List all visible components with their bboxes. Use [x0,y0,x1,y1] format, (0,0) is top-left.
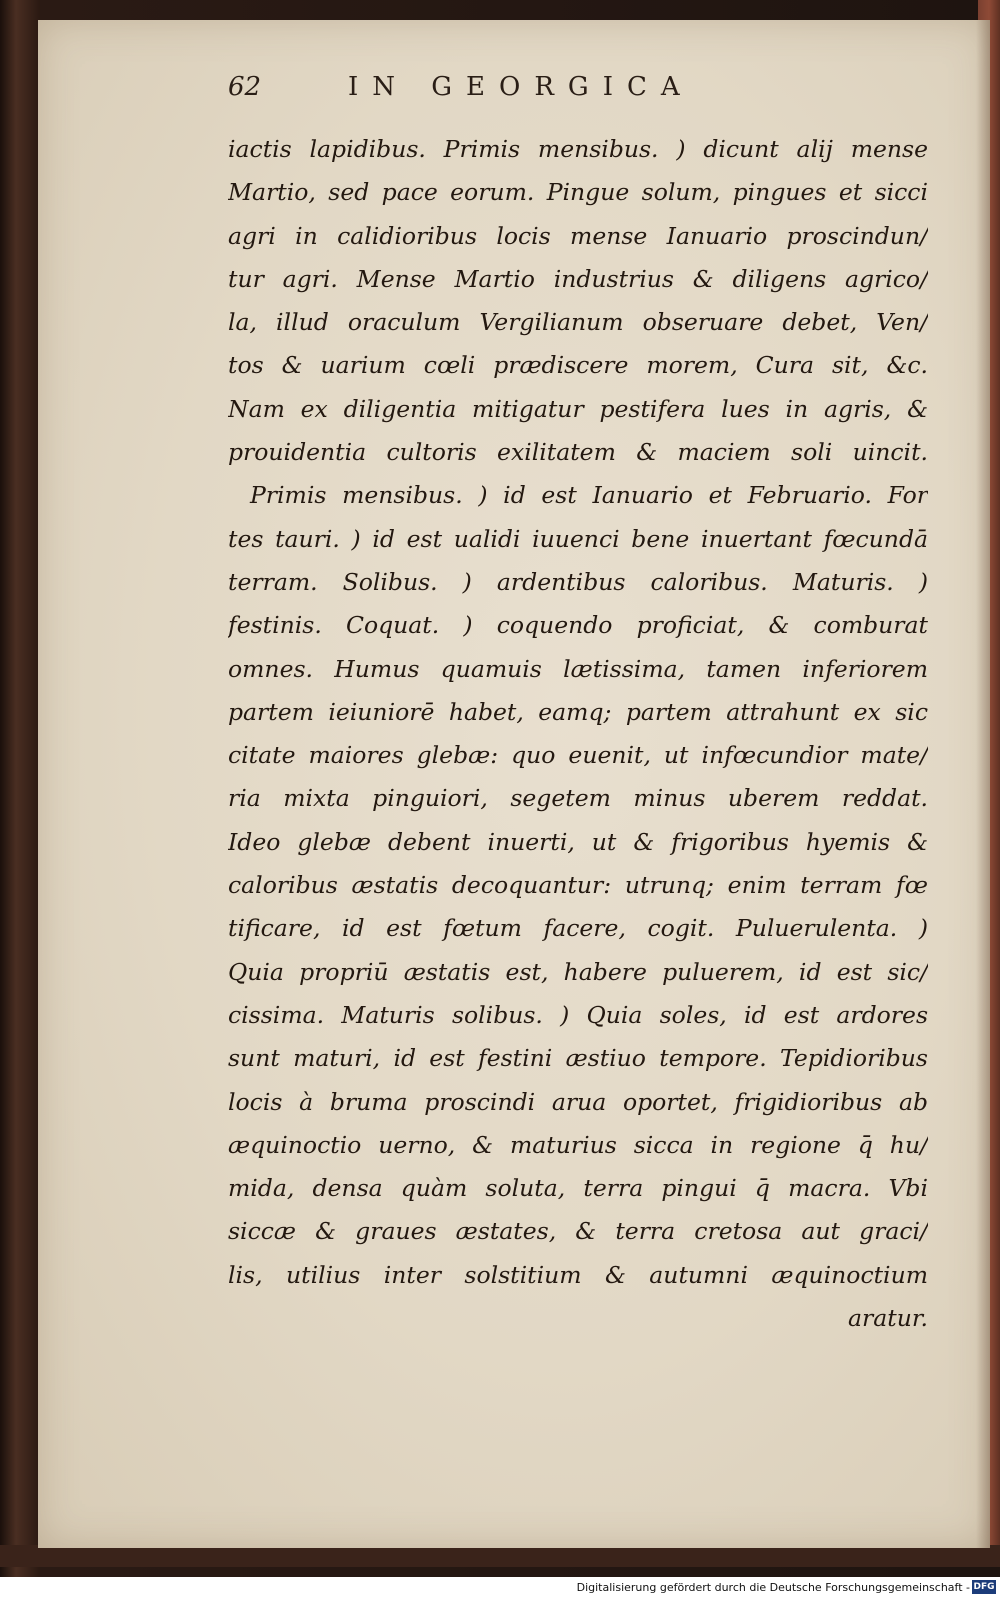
text-line: Ideo glebæ debent inuerti, ut & frigoribus hyemis & [228,827,928,856]
text-line: tes tauri. ) id est ualidi iuuenci bene inuertant fœcundā [228,524,928,553]
text-line: Quia propriū æstatis est, habere puluerem, id est sic/ [228,957,928,986]
text-line: Martio, sed pace eorum. Pingue solum, pingues et sicci [228,178,928,207]
text-line: æquinoctio uerno, & maturius sicca in regione q̄ hu/ [228,1130,928,1159]
text-line: iactis lapidibus. Primis mensibus. ) dicunt alij mense [228,135,928,163]
page-header [228,72,748,112]
text-line: prouidentia cultoris exilitatem & maciem soli uincit. [228,438,928,467]
digitization-footer [0,1577,1000,1599]
page-edge-shadow [976,20,990,1548]
book-bottom-edge [0,1545,1000,1567]
text-line: partem ieiuniorē habet, eamq; partem attrahunt ex sic [228,697,928,726]
text-line: tificare, id est fœtum facere, cogit. Puluerulenta. ) [228,914,928,943]
running-head: IN GEORGICA [348,72,694,102]
text-line: locis à bruma proscindi arua oportet, frigidioribus ab [228,1087,928,1116]
text-line: mida, densa quàm soluta, terra pingui q̄ macra. Vbi [228,1174,928,1203]
text-line: caloribus æstatis decoquantur: utrunq; enim terram fœ [228,871,928,900]
text-line: siccæ & graues æstates, & terra cretosa aut graci/ [228,1217,928,1246]
text-line: festinis. Coquat. ) coquendo proficiat, & comburat [228,611,928,640]
text-line: aratur. [848,1304,928,1333]
text-line: citate maiores glebæ: quo euenit, ut infœcundior mate/ [228,741,928,770]
text-line: la, illud oraculum Vergilianum obseruare debet, Ven/ [228,308,928,337]
book-spine [0,0,40,1599]
text-line: agri in calidioribus locis mense Ianuario proscindun/ [228,221,928,250]
body-text [228,128,928,1340]
text-line: sunt maturi, id est festini æstiuo tempore. Tepidioribus [228,1044,928,1073]
dfg-logo: DFG [973,1582,995,1592]
funding-credit: Digitalisierung gefördert durch die Deutsche Forschungsgemeinschaft - [576,1581,970,1594]
text-line: Primis mensibus. ) id est Ianuario et Februario. For [250,481,928,510]
page-number: 62 [228,72,262,102]
text-line: omnes. Humus quamuis lætissima, tamen inferiorem [228,654,928,683]
text-line: terram. Solibus. ) ardentibus caloribus. Maturis. ) [228,567,928,596]
text-line: lis, utilius inter solstitium & autumni æquinoctium [228,1260,928,1289]
text-line: cissima. Maturis solibus. ) Quia soles, id est ardores [228,1000,928,1029]
text-line: ria mixta pinguiori, segetem minus uberem reddat. [228,784,928,813]
text-line: tur agri. Mense Martio industrius & diligens agrico/ [228,264,928,293]
text-line: Nam ex diligentia mitigatur pestifera lues in agris, & [228,394,928,423]
text-line: tos & uarium cœli prædiscere morem, Cura sit, &c. [228,351,928,380]
